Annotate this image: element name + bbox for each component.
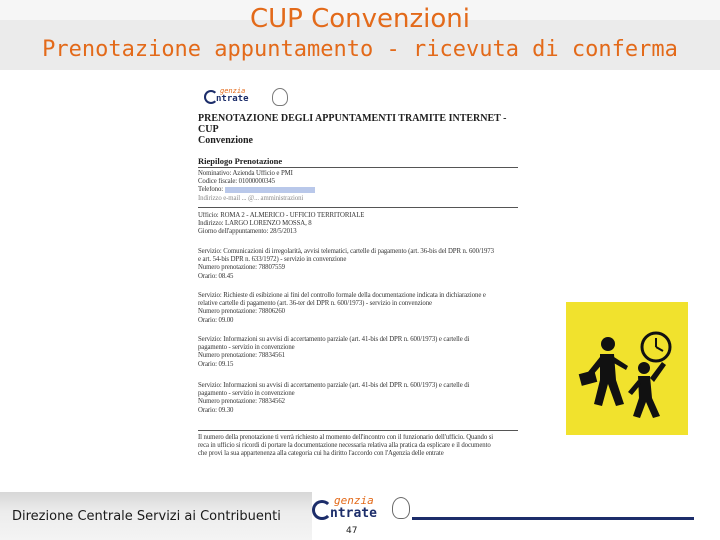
footer-department: Direzione Centrale Servizi ai Contribuenti bbox=[12, 509, 281, 524]
booking-service: Servizio: Richieste di esibizione ai fini del controllo formale della documentazione indicata in dichiarazione e bbox=[198, 292, 486, 299]
booking-time: Orario: 08.45 bbox=[198, 272, 234, 280]
appointment-date: Giorno dell'appuntamento: 28/5/2013 bbox=[198, 228, 297, 236]
booking-number: Numero prenotazione: 78806260 bbox=[198, 308, 285, 316]
slide-subtitle: Prenotazione appuntamento - ricevuta di conferma bbox=[42, 37, 678, 62]
footer-agenzia-entrate-logo bbox=[308, 494, 412, 524]
booking-item bbox=[198, 292, 520, 325]
booking-time: Orario: 09.00 bbox=[198, 316, 234, 324]
footer-rule bbox=[412, 517, 694, 520]
divider bbox=[198, 207, 518, 208]
office-block bbox=[198, 212, 520, 237]
note-line: Il numero della prenotazione ti verrà richiesto al momento dell'incontro con il funzionario dell'ufficio. Quando si bbox=[198, 434, 494, 441]
booking-number: Numero prenotazione: 78834561 bbox=[198, 352, 285, 360]
booking-service: Servizio: Comunicazioni di irregolarità, avvisi telematici, cartelle di pagamento (art. 36-bis del DPR n. 600/1973 bbox=[198, 248, 494, 255]
receipt-heading bbox=[198, 113, 518, 146]
booking-service-cont: pagamento - servizio in convenzione bbox=[198, 344, 295, 352]
walking-people-clock-icon bbox=[566, 302, 688, 435]
requester-name: Nominativo: Azienda Ufficio e PMI bbox=[198, 170, 293, 177]
booking-time: Orario: 09.30 bbox=[198, 406, 234, 414]
logo-line2: ntrate bbox=[330, 506, 377, 521]
requester-phone bbox=[198, 186, 520, 194]
slide-title: CUP Convenzioni bbox=[249, 4, 470, 34]
booking-service: Servizio: Informazioni su avvisi di accertamento parziale (art. 41-bis del DPR n. 600/1973) e cartelle di bbox=[198, 382, 470, 389]
italian-emblem-icon bbox=[392, 497, 410, 519]
booking-number: Numero prenotazione: 78807559 bbox=[198, 264, 285, 272]
booking-item bbox=[198, 248, 520, 281]
note-line: che provi la sua appartenenza alla categoria cui ha diritto l'accordo con l'Agenzia delle entrate bbox=[198, 450, 444, 458]
booking-service-cont: pagamento - servizio in convenzione bbox=[198, 390, 295, 398]
logo-line2: ntrate bbox=[216, 94, 249, 104]
office-name: Ufficio: ROMA 2 - ALMERICO - UFFICIO TERRITORIALE bbox=[198, 212, 365, 219]
receipt-note bbox=[198, 434, 520, 459]
confirmation-receipt bbox=[192, 80, 522, 465]
logo-line1: genzia bbox=[334, 494, 374, 507]
walking-people-clock-graphic bbox=[566, 302, 688, 435]
booking-service: Servizio: Informazioni su avvisi di accertamento parziale (art. 41-bis del DPR n. 600/1973) e cartelle di bbox=[198, 336, 470, 343]
receipt-subheading: Riepilogo Prenotazione bbox=[198, 156, 283, 166]
booking-item bbox=[198, 382, 520, 415]
redacted-field bbox=[225, 187, 315, 193]
requester-email: Indirizzo e-mail ... @... amministrazioni bbox=[198, 194, 304, 202]
receipt-heading-line1: PRENOTAZIONE DEGLI APPUNTAMENTI TRAMITE INTERNET - CUP bbox=[198, 113, 507, 135]
note-line: reca in ufficio si ricordi di portare la documentazione necessaria relativa alla pratica da esplicare e il documento bbox=[198, 442, 491, 450]
booking-item bbox=[198, 336, 520, 369]
requester-block bbox=[198, 170, 520, 203]
requester-tax-code: Codice fiscale: 01000000345 bbox=[198, 178, 275, 186]
office-address: Indirizzo: LARGO LORENZO MOSSA, 8 bbox=[198, 220, 312, 228]
requester-phone-label: Telefono: bbox=[198, 186, 224, 194]
agenzia-entrate-logo bbox=[202, 86, 282, 106]
receipt-heading-line2: Convenzione bbox=[198, 135, 253, 146]
booking-time: Orario: 09.15 bbox=[198, 360, 234, 368]
booking-number: Numero prenotazione: 78834562 bbox=[198, 398, 285, 406]
page-number: 47 bbox=[346, 526, 358, 536]
booking-service-cont: relative cartelle di pagamento (art. 36-ter del DPR n. 600/1973) - servizio in convenzione bbox=[198, 300, 432, 308]
logo-line1: genzia bbox=[220, 87, 246, 95]
logo-swoosh-icon bbox=[312, 500, 332, 520]
divider bbox=[198, 167, 518, 168]
divider bbox=[198, 430, 518, 431]
booking-service-cont: e art. 54-bis DPR n. 633/1972) - servizio in convenzione bbox=[198, 256, 347, 264]
italian-emblem-icon bbox=[272, 88, 288, 106]
